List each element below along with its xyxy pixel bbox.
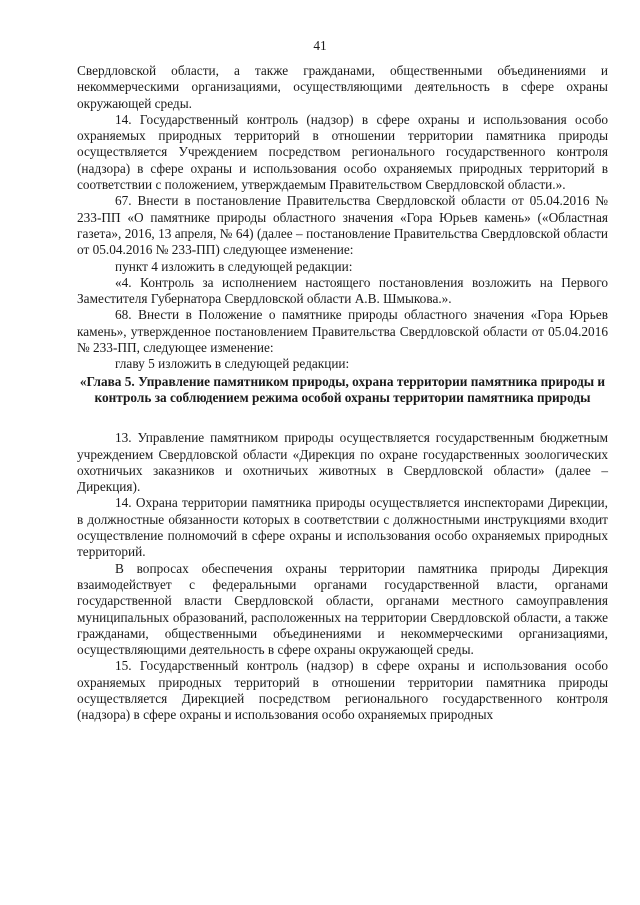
paragraph: Свердловской области, а также гражданами, общественными объединениями и некоммерческими организациями, осуществляющими деятельность в сфере охраны окружающей среды. [77, 63, 608, 111]
paragraph: 15. Государственный контроль (надзор) в сфере охраны и использования особо охраняемых природных территорий в отношении территории памятника природы осуществляется Дирекцией посредством регионального государственного контроля (надзора) в сфере охраны и использования особо охраняемых природных [77, 658, 608, 723]
paragraph: 67. Внести в постановление Правительства Свердловской области от 05.04.2016 № 233-ПП «О памятнике природы областного значения «Гора Юрьев камень» («Областная газета», 2016, 13 апреля, № 64) (далее – постановление Правительства Свердловской области от 05.04.2016 № 233-ПП) следующее изменение: [77, 193, 608, 258]
paragraph: 14. Охрана территории памятника природы осуществляется инспекторами Дирекции, в должностные обязанности которых в соответствии с должностными инструкциями входит осуществление полномочий в сфере охраны и использования особо охраняемых природных территорий. [77, 495, 608, 560]
paragraph: 13. Управление памятником природы осуществляется государственным бюджетным учреждением Свердловской области «Дирекция по охране государственных зоологических охотничьих заказников и охотничьих животных в Свердловской области» (далее – Дирекция). [77, 430, 608, 495]
paragraph: «4. Контроль за исполнением настоящего постановления возложить на Первого Заместителя Губернатора Свердловской области А.В. Шмыкова.». [77, 274, 608, 307]
document-body [77, 63, 608, 724]
paragraph: 68. Внести в Положение о памятнике природы областного значения «Гора Юрьев камень», утвержденное постановлением Правительства Свердловской области от 05.04.2016 № 233-ПП, следующее изменение: [77, 307, 608, 356]
paragraph: 14. Государственный контроль (надзор) в сфере охраны и использования особо охраняемых природных территорий в отношении территории памятника природы осуществляется Учреждением посредством регионального государственного контроля (надзора) в сфере охраны и использования особо охраняемых природных территорий в соответствии с положением, утверждаемым Правительством Свердловской области.». [77, 111, 608, 193]
page-number: 41 [313, 38, 327, 53]
paragraph: пункт 4 изложить в следующей редакции: [115, 258, 353, 274]
paragraphs-bottom [77, 430, 608, 723]
paragraph: В вопросах обеспечения охраны территории памятника природы Дирекция взаимодействует с федеральными органами государственной власти, органами государственной власти Свердловской области, органами местного самоуправления муниципальных образований, расположенных на территории Свердловской области, а также гражданами, общественными объединениями и некоммерческими организациями, осуществляющими деятельность в сфере охраны окружающей среды. [77, 560, 608, 658]
paragraphs-top [77, 63, 608, 373]
spacer [77, 406, 608, 430]
chapter-heading: «Глава 5. Управление памятником природы, охрана территории памятника природы и контроль за соблюдением режима особой охраны территории памятника природы [79, 373, 606, 405]
paragraph: главу 5 изложить в следующей редакции: [115, 356, 350, 372]
